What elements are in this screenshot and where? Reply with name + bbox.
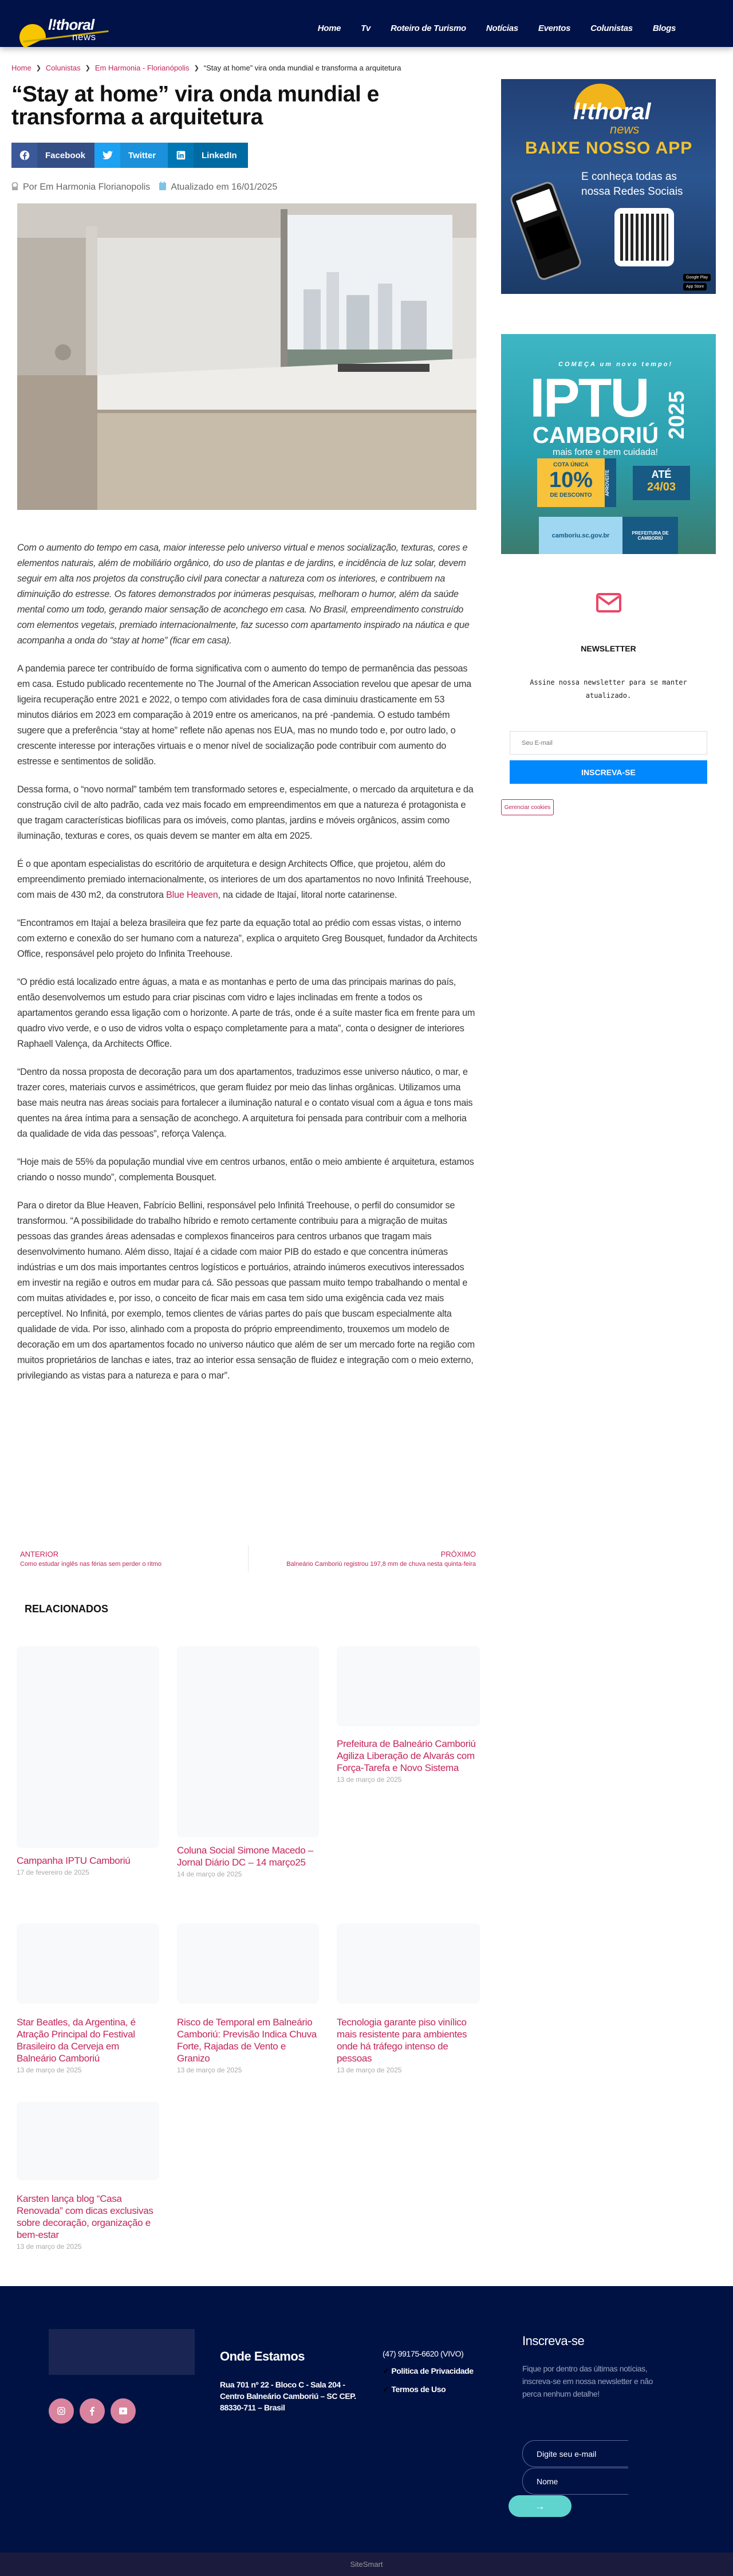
nav-noticias[interactable]: Notícias	[486, 23, 518, 33]
nav-home[interactable]: Home	[317, 23, 341, 33]
chevron-right-icon: ❯	[36, 65, 41, 72]
instagram-icon[interactable]	[49, 2398, 74, 2424]
iptu-ate: ATÉ	[651, 469, 672, 480]
related-date: 14 de março de 2025	[177, 1870, 242, 1878]
related-card[interactable]	[17, 1646, 159, 1876]
related-heading: RELACIONADOS	[25, 1603, 109, 1615]
footer-subscribe-title: Inscreva-se	[522, 2334, 585, 2348]
user-icon	[11, 182, 18, 193]
related-thumbnail[interactable]	[17, 1646, 159, 1848]
site-footer	[0, 2286, 733, 2553]
manage-cookies-button[interactable]: Gerenciar cookies	[501, 799, 554, 815]
related-thumbnail[interactable]	[177, 1923, 319, 2004]
iptu-deadline: 24/03	[647, 481, 676, 493]
footer-link-label: Termos de Uso	[391, 2385, 446, 2394]
twitter-icon	[94, 143, 120, 168]
linkedin-icon	[168, 143, 194, 168]
iptu-slogan: mais forte e bem cuidada!	[553, 447, 659, 457]
iptu-cota: COTA ÚNICA	[553, 462, 589, 468]
prev-label: ANTERIOR	[20, 1550, 59, 1558]
qr-code-icon	[614, 208, 674, 266]
logo-subtext: news	[72, 32, 96, 42]
breadcrumb	[11, 64, 401, 72]
nav-tv[interactable]: Tv	[361, 23, 371, 33]
breadcrumb-current: “Stay at home” vira onda mundial e transforma a arquitetura	[203, 64, 401, 72]
iptu-tagline: COMEÇA um novo tempo!	[558, 361, 673, 368]
facebook-icon	[11, 143, 37, 168]
paragraph-text: , na cidade de Itajaí, litoral norte catarinense.	[218, 890, 397, 900]
app-store-badge[interactable]: App Store	[683, 283, 707, 290]
breadcrumb-em-harmonia[interactable]: Em Harmonia - Florianópolis	[94, 64, 190, 72]
share-buttons	[11, 143, 248, 168]
ad-brand: l!thoral	[573, 99, 651, 124]
article-paragraph: Dessa forma, o “novo normal” também tem transformado setores e, especialmente, o mercado da arquitetura e da construção civil de alto padrão, cada vez mais focado em empreendimentos em que a natureza é protagonista e que tragam características biofílicas para os imóveis, como plantas, jardins e móveis orgânicos, assim como iluminação, texturas e cores, os quais devem se manter em alta em 2025.	[17, 784, 474, 841]
breadcrumb-home[interactable]: Home	[11, 64, 31, 72]
related-date: 17 de fevereiro de 2025	[17, 1868, 89, 1876]
related-date: 13 de março de 2025	[177, 2066, 242, 2074]
breadcrumb-colunistas[interactable]: Colunistas	[45, 64, 81, 72]
iptu-pct: 10%	[549, 468, 593, 492]
google-play-badge[interactable]: Google Play	[683, 274, 711, 281]
article-hero-image	[17, 203, 476, 510]
related-card[interactable]	[17, 2102, 159, 2251]
related-thumbnail[interactable]	[17, 1923, 159, 2004]
footer-email-input[interactable]	[522, 2440, 628, 2467]
related-title[interactable]: Campanha IPTU Camboriú	[17, 1855, 131, 1866]
related-title[interactable]: Tecnologia garante piso vinílico mais resistente para ambientes onde há tráfego intenso de pessoas	[337, 2017, 467, 2064]
footer-link-label: Política de Privacidade	[391, 2366, 474, 2375]
article-intro: Com o aumento do tempo em casa, maior interesse pelo universo virtual e menos socialização, texturas, cores e elementos naturais, além de mobiliário orgânico, do uso de plantas e de jardins, e incidência de luz solar, devem seguir em alta nos projetos da construção civil para conectar a natureza com os interiores, e contribuem na diminuição do estresse. Os fatores demonstrados por inúmeras pesquisas, melhoram o humor, além da saúde mental como um todo, gerando maior sensação de aconchego em casa. No Brasil, empreendimento construído com elementos vegetais, premiado internacionalmente, faz sucesso com apartamento inspirado na náutica e que acompanha a onda do “stay at home” (ficar em casa).	[17, 543, 470, 646]
newsletter-subscribe-button[interactable]: INSCREVA-SE	[510, 760, 707, 784]
iptu-discount-box	[537, 458, 605, 507]
post-nav-divider	[248, 1545, 249, 1572]
footer-subscribe-desc: Fique por dentro das últimas notícias, inscreva-se em nossa newsletter e não perca nenhum detalhe!	[522, 2364, 653, 2398]
ad-brand-sub: news	[610, 122, 640, 136]
share-facebook-button[interactable]	[11, 143, 94, 168]
related-date: 13 de março de 2025	[337, 1776, 402, 1784]
calendar-icon	[159, 182, 166, 193]
related-thumbnail[interactable]	[17, 2102, 159, 2180]
iptu-ad[interactable]	[501, 334, 716, 554]
related-card[interactable]	[177, 1923, 319, 2074]
related-title[interactable]: Prefeitura de Balneário Camboriú Agiliza Liberação de Alvarás com Força-Tarefa e Novo Sistema	[337, 1738, 476, 1773]
next-title: Balneário Camboriú registrou 197,8 mm de chuva nesta quinta-feira	[286, 1561, 476, 1568]
arrow-right-icon: →	[535, 2500, 545, 2512]
article-paragraph	[17, 857, 478, 903]
related-thumbnail[interactable]	[337, 1646, 480, 1726]
nav-roteiro-turismo[interactable]: Roteiro de Turismo	[391, 23, 466, 33]
newsletter-title: NEWSLETTER	[581, 644, 636, 653]
related-card[interactable]	[337, 1646, 480, 1784]
site-header	[0, 0, 733, 47]
check-icon: ✓	[383, 2366, 389, 2375]
article-body	[17, 540, 478, 1396]
iptu-prefeitura: PREFEITURA DE CAMBORIÚ	[622, 517, 678, 554]
footer-logo-placeholder	[49, 2329, 195, 2375]
related-date: 13 de março de 2025	[17, 2066, 82, 2074]
footer-link-terms[interactable]	[383, 2385, 446, 2394]
facebook-icon[interactable]	[80, 2398, 105, 2424]
related-title[interactable]: Risco de Temporal em Balneário Camboriú: Previsão Indica Chuva Forte, Rajadas de Vento e Granizo	[177, 2017, 317, 2064]
envelope-icon	[596, 593, 621, 615]
site-logo[interactable]	[19, 16, 111, 46]
prev-title: Como estudar inglês nas férias sem perder o ritmo	[20, 1561, 161, 1568]
post-author[interactable]: Por Em Harmonia Florianopolis	[23, 182, 151, 192]
iptu-city: CAMBORIÚ	[533, 423, 659, 448]
newsletter-email-input[interactable]	[510, 731, 707, 755]
footer-address: Rua 701 nº 22 - Bloco C - Sala 204 - Centro Balneário Camboriú – SC CEP. 88330-711 – Brasil	[220, 2380, 356, 2412]
related-card[interactable]	[337, 1923, 480, 2074]
youtube-icon[interactable]	[111, 2398, 136, 2424]
next-label: PRÓXIMO	[440, 1550, 476, 1558]
iptu-site: camboriu.sc.gov.br	[539, 517, 622, 554]
article-paragraph: “Encontramos em Itajaí a beleza brasileira que fez parte da equação total ao prédio com essas vistas, o interno com externo e conexão do ser humano com a natureza”, explica o arquiteto Greg Bousquet, fundador da Architects Office, responsável pelo projeto do Infinita Treehouse.	[17, 918, 478, 959]
next-post-link[interactable]	[286, 1550, 476, 1568]
newsletter-widget	[501, 584, 716, 784]
related-date: 13 de março de 2025	[337, 2066, 402, 2074]
share-twitter-label: Twitter	[120, 143, 168, 168]
footer-credit[interactable]: SiteSmart	[350, 2560, 383, 2569]
nav-blogs[interactable]: Blogs	[652, 23, 676, 33]
share-twitter-button[interactable]	[94, 143, 168, 168]
check-icon: ✓	[383, 2385, 389, 2394]
related-title[interactable]: Star Beatles, da Argentina, é Atração Principal do Festival Brasileiro da Cerveja em Balneário Camboriú	[17, 2017, 136, 2064]
ad-text: E conheça todas as nossa Redes Sociais	[581, 171, 683, 198]
nav-eventos[interactable]: Eventos	[538, 23, 571, 33]
prev-post-link[interactable]	[20, 1550, 161, 1568]
post-updated-date: Atualizado em 16/01/2025	[171, 182, 278, 192]
footer-phone[interactable]: (47) 99175-6620 (VIVO)	[383, 2349, 464, 2358]
article-paragraph: A pandemia parece ter contribuído de forma significativa com o aumento do tempo de permanência das pessoas em casa. Estudo publicado recentemente no The Journal of the American Association revelou que apesar de uma ligeira recuperação entre 2021 e 2022, o tempo com atividades fora de casa diminuiu drasticamente em 53 minutos diários em 2023 em comparação à 2019 entre os americanos, na pré -pandemia. O estudo também sugere que a preferência “stay at home” reflete não apenas nos EUA, mas no mundo todo e, por outro lado, o crescente interesse por interações virtuais e o menor nível de socialização pode contribuir com aumento do estresse e sentimentos de solidão.	[17, 663, 471, 767]
chevron-right-icon: ❯	[85, 65, 90, 72]
iptu-aproveite: APROVEITE	[605, 458, 616, 507]
article-paragraph: “O prédio está localizado entre águas, a mata e as montanhas e perto de uma das principais marinas do país, então desenvolvemos um estudo para criar piscinas com vidro e lajes inclinadas em frente a todos os apartamentos gerando essa ligação com o horizonte. A parte de trás, onde é a suíte master fica em frente para um quadro vivo verde, e o uso de vidros volta o espaço completamente para a mata”, conta o designer de interiores Raphaell Valença, da Architects Office.	[17, 977, 475, 1049]
footer-submit-button[interactable]	[509, 2495, 572, 2517]
page-title: “Stay at home” vira onda mundial e transforma a arquitetura	[11, 82, 379, 129]
blue-heaven-link[interactable]: Blue Heaven	[166, 890, 218, 900]
post-meta	[11, 182, 277, 193]
article-paragraph: Para o diretor da Blue Heaven, Fabrício Bellini, responsável pelo Infinitá Treehouse, o perfil do consumidor se transformou. “A possibilidade do trabalho híbrido e remoto certamente contribuiu para a migração de muitas pessoas das grandes áreas adensadas e complexos financeiros para centros urbanos que tragam mais desenvolvimento humano. Além disso, Itajaí é a cidade com maior PIB do estado e que concentra inúmeras indústrias e um dos mais importantes centros logísticos e portuários, atraindo inúmeros executivos interessados em investir na região e outros em mudar para cá. São pessoas que passam muito tempo trabalhando o mental e com muitas atividades e, por isso, o conceito de ficar mais em casa tem sido uma exigência cada vez mais perceptível. No Infinitá, por exemplo, temos clientes de várias partes do país que buscam especialmente alta qualidade de vida. Por isso, alinhado com a proposta do próprio empreendimento, trouxemos um modelo de decoração em um dos apartamentos focado no universo náutico que além de ser um mercado forte na região com muitos proprietários de lanchas e iates, traz ao interior essa sensação de fluidez e integração com o meio externo, privilegiando as vistas para a natureza e para o mar”.	[17, 1200, 475, 1381]
related-title[interactable]: Karsten lança blog “Casa Renovada” com dicas exclusivas sobre decoração, organização e bem-estar	[17, 2193, 153, 2240]
iptu-year: 2025	[664, 391, 689, 439]
iptu-desc: DE DESCONTO	[550, 492, 592, 498]
footer-name-input[interactable]	[522, 2468, 628, 2495]
related-card[interactable]	[17, 1923, 159, 2074]
paragraph-text: É o que apontam especialistas do escritório de arquitetura e design Architects Office, que projetou, além do empreendimento premiado internacionalmente, os interiores de um dos apartamentos no novo Infinitá Treehouse, com mais de 430 m2, da construtora	[17, 859, 471, 900]
share-linkedin-button[interactable]	[168, 143, 248, 168]
article-paragraph: “Dentro da nossa proposta de decoração para um dos apartamentos, traduzimos esse universo náutico, o mar, e trazer cores, materiais curvos e assimétricos, que geram fluidez por meio das linhas orgânicas. Utilizamos uma base mais neutra nas áreas sociais para fortalecer a iluminação natural e o contato visual com a água e tons mais quentes na área íntima para a sensação de aconchego. A arquitetura foi pensada para contribuir com a melhoria da qualidade de vida das pessoas”, reforça Valença.	[17, 1067, 473, 1139]
share-linkedin-label: LinkedIn	[194, 143, 248, 168]
phone-image	[509, 180, 583, 282]
logo-text: l!thoral	[48, 16, 94, 33]
app-download-ad[interactable]	[501, 79, 716, 294]
related-title[interactable]: Coluna Social Simone Macedo – Jornal Diário DC – 14 março25	[177, 1845, 313, 1868]
footer-where-title: Onde Estamos	[220, 2349, 305, 2363]
iptu-deadline-box	[633, 466, 690, 500]
related-date: 13 de março de 2025	[17, 2243, 82, 2251]
footer-credit-bar	[0, 2553, 733, 2576]
iptu-big-text: IPTU	[530, 367, 648, 429]
related-card[interactable]	[177, 1646, 319, 1878]
footer-link-privacy[interactable]	[383, 2366, 474, 2376]
main-nav	[318, 23, 676, 33]
share-facebook-label: Facebook	[37, 143, 94, 168]
related-thumbnail[interactable]	[177, 1646, 319, 1837]
newsletter-description: Assine nossa newsletter para se manter atualizado.	[530, 678, 687, 700]
article-paragraph: “Hoje mais de 55% da população mundial vive em centros urbanos, então o meio ambiente é arquitetura, estamos criando o nosso mundo”, complementa Bousquet.	[17, 1157, 474, 1183]
ad-headline: BAIXE NOSSO APP	[525, 139, 693, 158]
related-thumbnail[interactable]	[337, 1923, 480, 2004]
nav-colunistas[interactable]: Colunistas	[590, 23, 633, 33]
chevron-right-icon: ❯	[194, 65, 199, 72]
social-links	[49, 2398, 136, 2424]
